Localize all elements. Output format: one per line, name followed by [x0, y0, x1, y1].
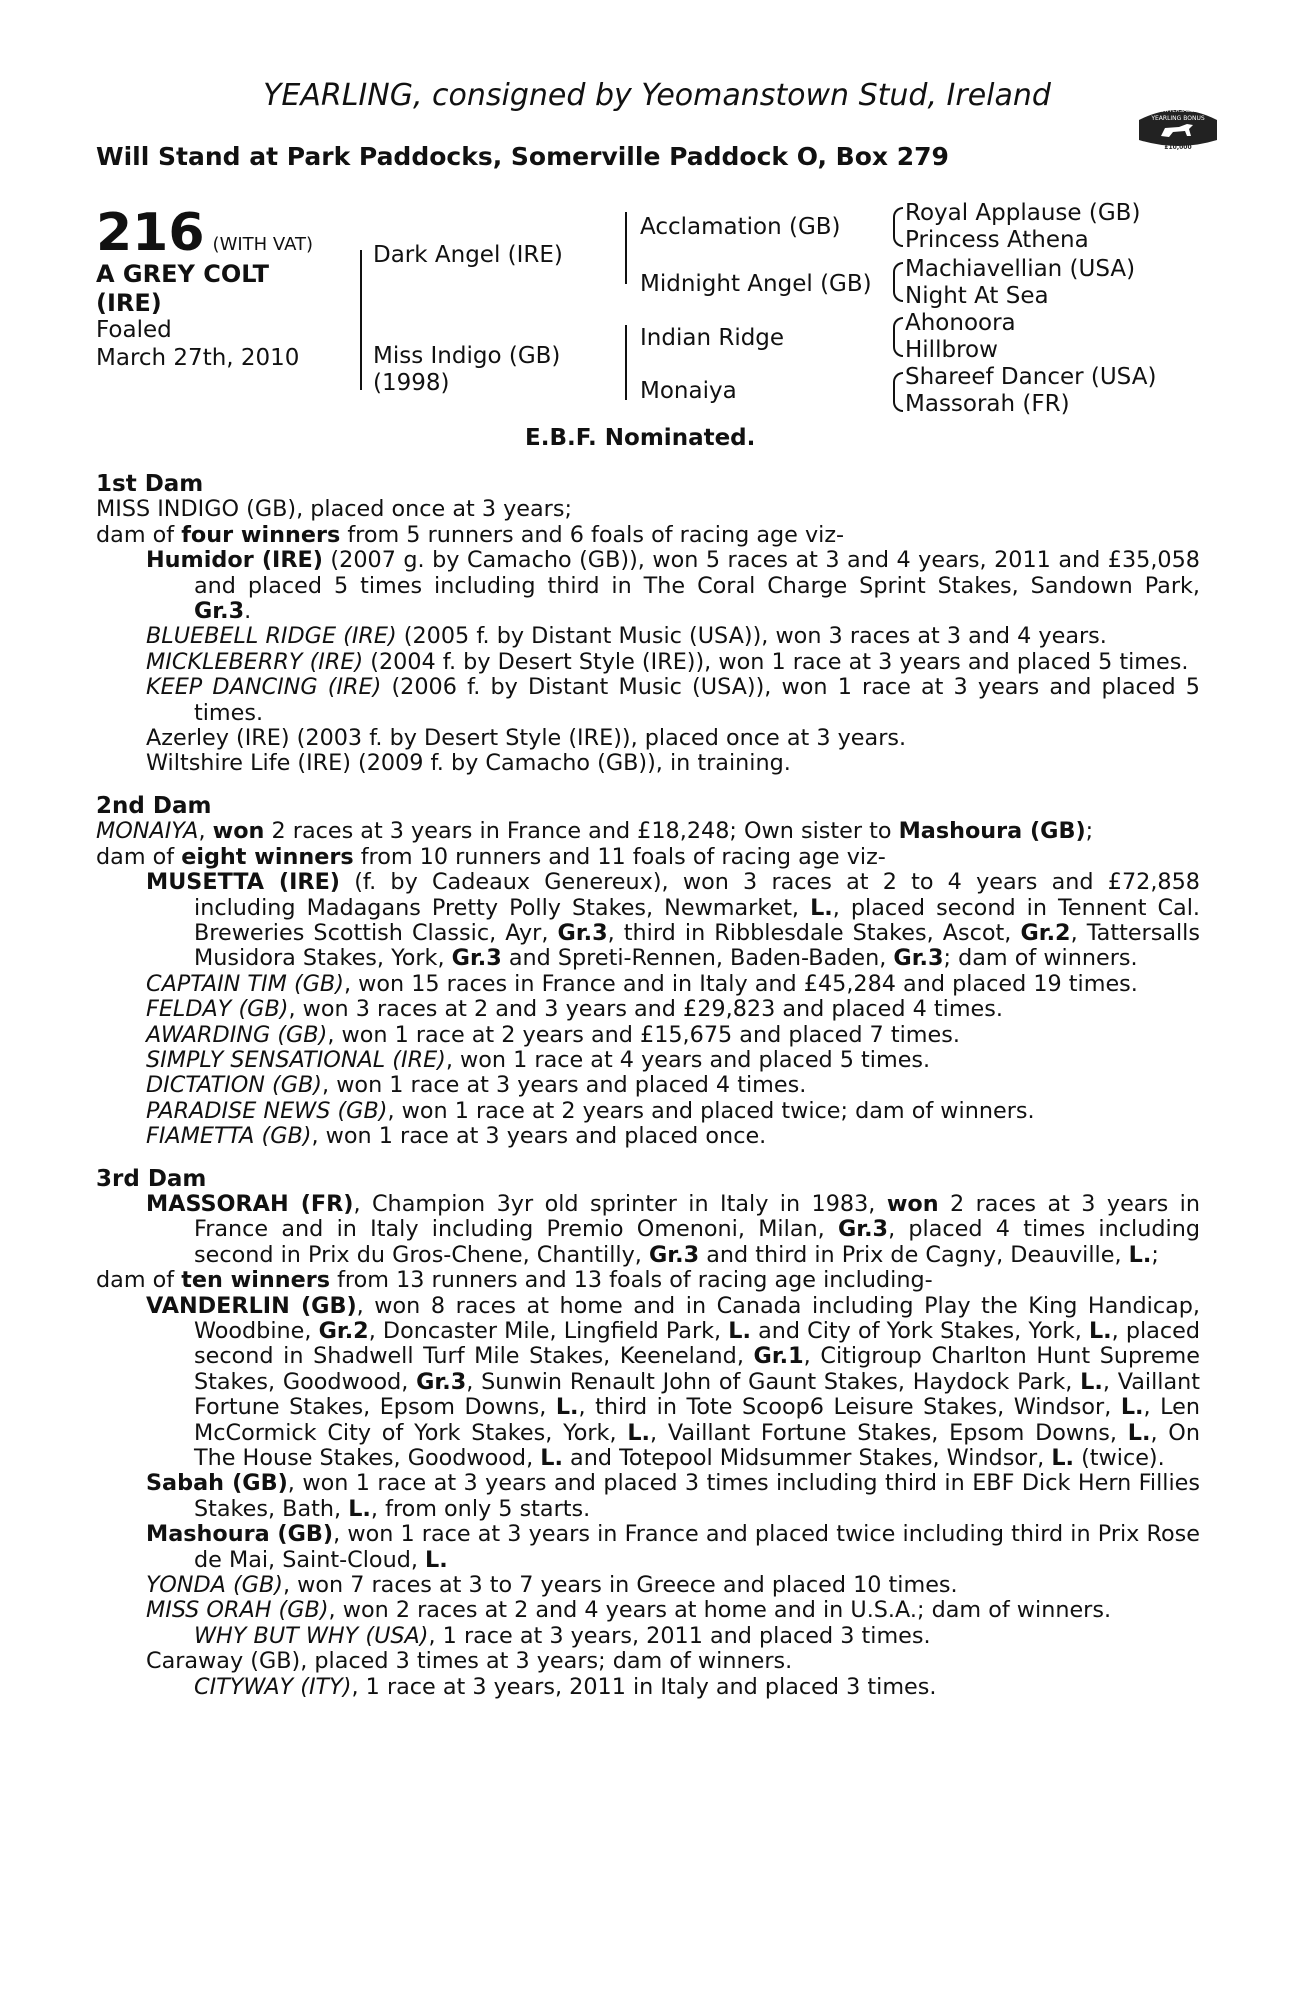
entry-text: CITYWAY (ITY) — [194, 1673, 352, 1700]
entry-text: (2007 g. by Camacho (GB)), won 5 races at 3 and 4 years, 2011 and £35,058 and placed 5 times including third in The Coral Charge Sprint Stakes, Sandown Park, — [194, 547, 1200, 599]
pedigree-entry — [96, 624, 1200, 649]
pedigree-dam-year: (1998) — [373, 370, 450, 396]
entry-text: eight winners — [181, 843, 354, 870]
entry-text: , On The House Stakes, Goodwood, — [194, 1419, 1200, 1472]
entry-text: L. — [1127, 1419, 1151, 1446]
entry-text: BLUEBELL RIDGE (IRE) — [146, 623, 397, 650]
pedigree-entry — [96, 1471, 1200, 1522]
entry-text: , 1 race at 3 years, 2011 in Italy and placed 3 times. — [351, 1673, 937, 1700]
pedigree-ssd: Princess Athena — [905, 227, 1089, 253]
section-heading: 3rd Dam — [96, 1165, 207, 1192]
pedigree-entry — [96, 523, 1200, 548]
entry-text: , Citigroup Charlton Hunt Supreme Stakes, Goodwood, — [194, 1343, 1200, 1395]
entry-text: Caraway (GB), placed 3 times at 3 years; dam of winners. — [146, 1648, 793, 1675]
entry-text: , Champion 3yr old sprinter in Italy in 1983, — [353, 1190, 887, 1217]
entry-text: (2004 f. by Desert Style (IRE)), won 1 race at 3 years and placed 5 times. — [363, 648, 1189, 675]
entry-text: Azerley (IRE) (2003 f. by Desert Style (IRE)), placed once at 3 years. — [146, 725, 907, 752]
badge-mid-text: YEARLING BONUS — [1151, 115, 1205, 122]
entry-text: , — [198, 818, 213, 845]
catalogue-header: YEARLING, consigned by Yeomanstown Stud, Ireland — [263, 78, 1051, 113]
pedigree-dsd: Hillbrow — [905, 337, 998, 363]
entry-text: FELDAY (GB) — [146, 996, 289, 1023]
pedigree-entry — [96, 1268, 1200, 1293]
pedigree-bracket-main — [360, 250, 362, 390]
entry-text: Gr.3 — [837, 1216, 889, 1243]
entry-text: ; — [1085, 818, 1094, 845]
entry-text: , won 1 race at 3 years in France and placed twice including third in Prix Rose de Mai, Saint-Cloud, — [194, 1521, 1200, 1573]
pedigree-entry — [96, 1099, 1200, 1124]
entry-text: L. — [1051, 1445, 1074, 1472]
pedigree-entry — [96, 997, 1200, 1022]
entry-text: (f. by Cadeaux Genereux), won 3 races at 2 to 4 years and £72,858 including Madagans Pretty Polly Stakes, Newmarket, — [194, 869, 1200, 921]
pedigree-entry — [96, 497, 1200, 522]
entry-text: , Len McCormick City of York Stakes, York, — [194, 1394, 1200, 1446]
pedigree-entry — [96, 845, 1200, 870]
entry-text: MICKLEBERRY (IRE) — [146, 648, 364, 675]
entry-text: dam of — [96, 843, 182, 870]
entry-text: SIMPLY SENSATIONAL (IRE) — [146, 1046, 446, 1073]
pedigree-entry — [96, 870, 1200, 972]
entry-text: AWARDING (GB) — [146, 1021, 328, 1048]
entry-text: WHY BUT WHY (USA) — [194, 1622, 429, 1649]
entry-text: Gr.3 — [893, 945, 944, 972]
pedigree-entry — [96, 1598, 1200, 1623]
entry-text: and Spreti-Rennen, Baden-Baden, — [501, 945, 894, 972]
pedigree-bracket-ds — [893, 317, 903, 357]
entry-text: MONAIYA — [96, 818, 199, 845]
pedigree-entry — [96, 1048, 1200, 1073]
pedigree-entry — [96, 1522, 1200, 1573]
lot-number: 216 — [96, 203, 205, 263]
entry-text: MASSORAH (FR) — [146, 1190, 354, 1217]
entry-text: , won 1 race at 3 years and placed 3 times including third in EBF Dick Hern Fillies Stakes, Bath, — [194, 1470, 1200, 1522]
entry-text: , Tattersalls Musidora Stakes, York, — [194, 919, 1200, 972]
pedigree-sire: Dark Angel (IRE) — [373, 242, 563, 268]
entry-text: . — [244, 598, 252, 625]
entry-text: four winners — [181, 521, 341, 548]
entry-text: 2 races at 3 years in France and £18,248; Own sister to — [264, 818, 899, 845]
pedigree-entry — [96, 675, 1200, 726]
entry-text: L. — [1080, 1368, 1103, 1395]
entry-text: won — [886, 1190, 939, 1217]
entry-text: CAPTAIN TIM (GB) — [146, 970, 344, 997]
pedigree-entry — [96, 650, 1200, 675]
pedigree-entry — [96, 1675, 1200, 1700]
entry-text: L. — [348, 1495, 371, 1522]
entry-text: , won 7 races at 3 to 7 years in Greece and placed 10 times. — [282, 1572, 958, 1599]
entry-text: Gr.1 — [753, 1343, 804, 1370]
entry-text: from 13 runners and 13 foals of racing age including- — [330, 1267, 933, 1294]
pedigree-bracket-sd — [893, 262, 903, 302]
entry-text: ten winners — [181, 1267, 330, 1294]
entry-text: , won 1 race at 2 years and £15,675 and placed 7 times. — [327, 1021, 960, 1048]
pedigree-dss: Ahonoora — [905, 310, 1016, 336]
pedigree-entry — [96, 1294, 1200, 1472]
entry-text: and City of York Stakes, York, — [750, 1318, 1089, 1344]
entry-text: , won 1 race at 3 years and placed 4 times. — [322, 1072, 807, 1099]
pedigree-entry — [96, 1124, 1200, 1149]
badge-top-text: TATTERSALLS — [1159, 108, 1197, 114]
entry-text: from 10 runners and 11 foals of racing age viz- — [353, 843, 886, 870]
stand-location: Will Stand at Park Paddocks, Somerville Paddock O, Box 279 — [96, 142, 949, 171]
entry-text: L. — [728, 1318, 751, 1344]
lot-vat: (WITH VAT) — [212, 234, 314, 255]
pedigree-dam-dam: Monaiya — [640, 378, 737, 404]
section-heading: 2nd Dam — [96, 792, 212, 819]
entry-text: (twice). — [1074, 1445, 1165, 1472]
entry-text: , won 1 race at 3 years and placed once. — [311, 1123, 767, 1150]
entry-text: dam of — [96, 521, 182, 548]
entry-text: , won 8 races at home and in Canada including Play the King Handicap, Woodbine, — [194, 1292, 1201, 1344]
pedigree-sss: Royal Applause (GB) — [905, 200, 1141, 226]
yearling-bonus-badge — [1135, 98, 1221, 154]
entry-text: L. — [540, 1445, 563, 1472]
entry-text: Gr.3 — [416, 1368, 467, 1395]
entry-text: L. — [627, 1419, 650, 1446]
lot-description — [96, 260, 269, 318]
entry-text: , placed 4 times including second in Prix du Gros-Chene, Chantilly, — [194, 1216, 1200, 1268]
lot-number-block — [96, 203, 314, 263]
pedigree-entry — [96, 1023, 1200, 1048]
pedigree-sire-sire: Acclamation (GB) — [640, 214, 841, 240]
pedigree-dam: Miss Indigo (GB) — [373, 343, 561, 369]
pedigree-bracket-dd — [893, 372, 903, 412]
lot-desc-line1: A GREY COLT — [96, 260, 269, 288]
pedigree-bracket-ss — [893, 207, 903, 247]
pedigree-entry — [96, 1192, 1200, 1268]
entry-text: (2006 f. by Distant Music (USA)), won 1 race at 3 years and placed 5 times. — [194, 674, 1200, 726]
pedigree-entry — [96, 1649, 1200, 1674]
pedigree-ddd: Massorah (FR) — [905, 391, 1070, 417]
entry-text: , won 2 races at 2 and 4 years at home and in U.S.A.; dam of winners. — [328, 1597, 1112, 1624]
pedigree-dds: Shareef Dancer (USA) — [905, 364, 1157, 390]
entry-text: L. — [1120, 1394, 1144, 1421]
entry-text: , placed second in Tennent Cal. Breweries Scottish Classic, Ayr, — [194, 894, 1200, 946]
pedigree-entry — [96, 1073, 1200, 1098]
entry-text: , Doncaster Mile, Lingfield Park, — [368, 1318, 729, 1344]
entry-text: VANDERLIN (GB) — [146, 1292, 357, 1319]
pedigree-sire-dam: Midnight Angel (GB) — [640, 271, 872, 297]
foaled-block — [96, 316, 299, 372]
pedigree-entry — [96, 1624, 1200, 1649]
entry-text: Gr.3 — [451, 945, 502, 972]
entry-text: won — [212, 818, 265, 845]
entry-text: Mashoura (GB) — [146, 1521, 334, 1548]
pedigree-entry — [96, 1573, 1200, 1598]
entry-text: 2 races at 3 years in France and in Italy including Premio Omenoni, Milan, — [194, 1190, 1200, 1243]
entry-text: MUSETTA (IRE) — [146, 869, 340, 896]
entry-text: DICTATION (GB) — [146, 1072, 323, 1099]
entry-text: MISS INDIGO (GB), placed once at 3 years; — [96, 496, 572, 523]
entry-text: and Totepool Midsummer Stakes, Windsor, — [562, 1445, 1052, 1472]
entry-text: and third in Prix de Cagny, Deauville, — [699, 1241, 1129, 1268]
entry-text: YONDA (GB) — [146, 1572, 283, 1599]
entry-text: , Vaillant Fortune Stakes, Epsom Downs, — [650, 1419, 1128, 1446]
entry-text: L. — [810, 894, 833, 921]
badge-amount-text: £10,000 — [1164, 144, 1192, 151]
entry-text: Gr.3 — [649, 1241, 700, 1268]
entry-text: , won 1 race at 2 years and placed twice; dam of winners. — [387, 1097, 1035, 1124]
entry-text: , third in Ribblesdale Stakes, Ascot, — [607, 919, 1021, 946]
pedigree-bracket-dam — [625, 325, 627, 400]
entry-text: L. — [425, 1546, 448, 1573]
entry-text: KEEP DANCING (IRE) — [146, 674, 382, 701]
entry-text: L. — [1088, 1318, 1112, 1344]
entry-text: ; dam of winners. — [943, 945, 1138, 972]
entry-text: (2005 f. by Distant Music (USA)), won 3 races at 3 and 4 years. — [396, 623, 1107, 650]
entry-text: , Vaillant Fortune Stakes, Epsom Downs, — [194, 1368, 1201, 1421]
pedigree-entry — [96, 972, 1200, 997]
lot-desc-line2: (IRE) — [96, 289, 162, 317]
entry-text: Gr.2 — [318, 1318, 369, 1344]
entry-text: Gr.3 — [194, 598, 245, 625]
entry-text: , Sunwin Renault John of Gaunt Stakes, Haydock Park, — [466, 1368, 1081, 1395]
entry-text: , third in Tote Scoop6 Leisure Stakes, Windsor, — [578, 1394, 1121, 1421]
entry-text: , placed second in Shadwell Turf Mile Stakes, Keeneland, — [194, 1318, 1200, 1370]
entry-text: , won 1 race at 4 years and placed 5 times. — [445, 1046, 931, 1073]
entry-text: dam of — [96, 1267, 182, 1294]
entry-text: Mashoura (GB) — [898, 818, 1086, 845]
pedigree-sds: Machiavellian (USA) — [905, 256, 1136, 282]
pedigree-entry — [96, 548, 1200, 624]
entry-text: Gr.2 — [1020, 919, 1071, 946]
entry-text: , from only 5 starts. — [370, 1495, 591, 1522]
family-details — [96, 472, 1200, 1700]
entry-text: L. — [1128, 1241, 1152, 1268]
pedigree-entry — [96, 819, 1200, 844]
entry-text: L. — [555, 1394, 579, 1421]
entry-text: PARADISE NEWS (GB) — [146, 1097, 388, 1124]
foaled-label: Foaled — [96, 317, 172, 343]
foaled-date: March 27th, 2010 — [96, 345, 300, 371]
pedigree-bracket-sire — [625, 212, 627, 284]
entry-text: Humidor (IRE) — [146, 547, 323, 574]
pedigree-sdd: Night At Sea — [905, 283, 1049, 309]
entry-text: FIAMETTA (GB) — [146, 1123, 312, 1150]
entry-text: Gr.3 — [557, 919, 608, 946]
entry-text: , won 3 races at 2 and 3 years and £29,823 and placed 4 times. — [288, 996, 1003, 1023]
entry-text: from 5 runners and 6 foals of racing age viz- — [340, 521, 845, 548]
pedigree-entry — [96, 726, 1200, 751]
section-heading: 1st Dam — [96, 471, 204, 497]
entry-text: ; — [1151, 1241, 1159, 1268]
pedigree-entry — [96, 751, 1200, 776]
pedigree-dam-sire: Indian Ridge — [640, 325, 785, 351]
entry-text: Sabah (GB) — [146, 1470, 288, 1497]
ebf-nominated: E.B.F. Nominated. — [525, 425, 756, 451]
entry-text: MISS ORAH (GB) — [146, 1597, 329, 1624]
entry-text: , won 15 races in France and in Italy and £45,284 and placed 19 times. — [343, 970, 1138, 997]
entry-text: , 1 race at 3 years, 2011 and placed 3 times. — [428, 1622, 931, 1649]
entry-text: Wiltshire Life (IRE) (2009 f. by Camacho (GB)), in training. — [146, 750, 791, 777]
